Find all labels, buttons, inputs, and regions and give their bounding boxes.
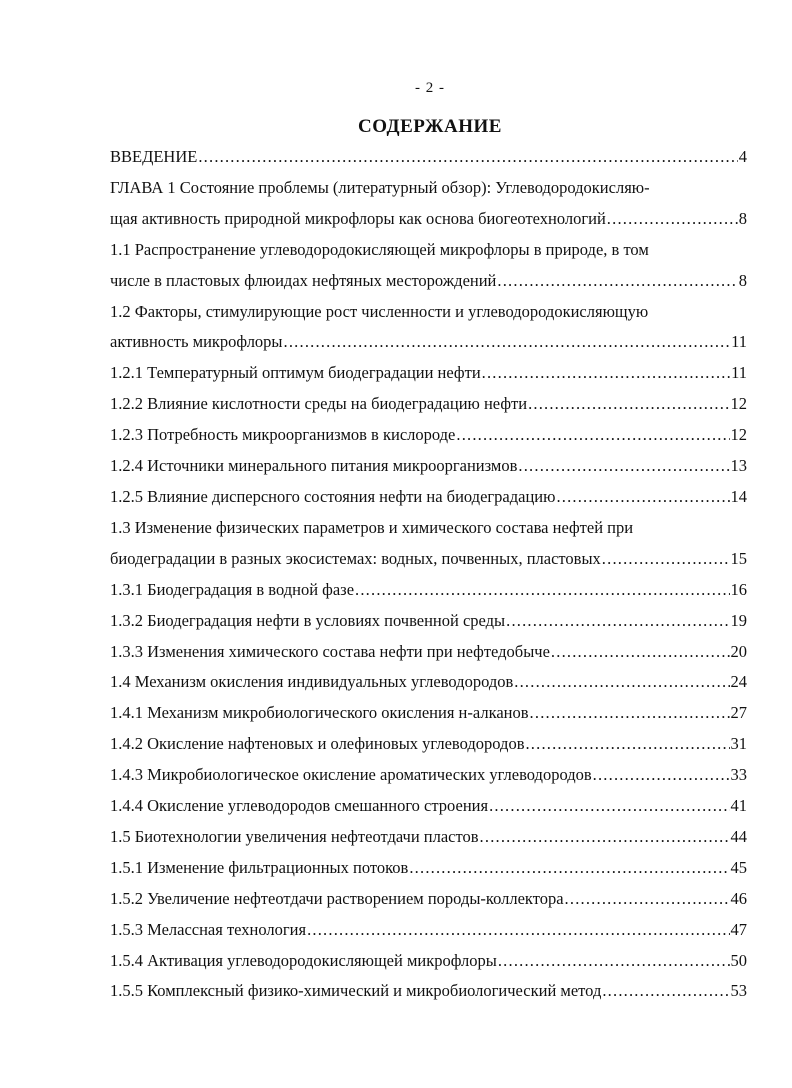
- toc-entry-line: [110, 358, 747, 389]
- toc-entry-page: 24: [730, 672, 747, 692]
- toc-entry-text: 1.2.5 Влияние дисперсного состояния нефти на биодеградацию: [110, 486, 556, 506]
- toc-entry: [110, 884, 750, 915]
- toc-entry-text: 1.4 Механизм окисления индивидуальных углеводородов: [110, 672, 514, 692]
- dot-leader: [593, 760, 730, 791]
- toc-entry-page: 11: [731, 332, 747, 352]
- toc-entry-text: 1.2.1 Температурный оптимум биодеградации нефти: [110, 363, 481, 383]
- page-number: - 2 -: [415, 80, 445, 96]
- toc-entry: [110, 606, 750, 637]
- toc-entry-line: [110, 884, 747, 915]
- toc-entry: [110, 946, 750, 977]
- toc-entry-page: 16: [730, 579, 747, 599]
- toc-entry-text: ВВЕДЕНИЕ: [110, 147, 198, 166]
- toc-entry-text: 1.5.4 Активация углеводородокисляющей микрофлоры: [110, 950, 497, 970]
- toc-entry: [110, 760, 750, 791]
- toc-entry-text: щая активность природной микрофлоры как основа биогеотехнологий: [110, 208, 606, 228]
- toc-entry: [110, 853, 750, 884]
- toc-entry: [110, 791, 750, 822]
- toc-entry-page: 47: [730, 919, 747, 939]
- dot-leader: [551, 637, 730, 668]
- toc-entry-first-line: 1.2 Факторы, стимулирующие рост численности и углеводородокисляющую: [110, 301, 649, 321]
- toc-entry: [110, 297, 750, 359]
- toc-entry-line: [110, 544, 747, 575]
- toc-entry: [110, 513, 750, 575]
- toc-entry-page: 50: [730, 950, 747, 970]
- toc-entry-page: 44: [730, 826, 747, 846]
- dot-leader: [498, 946, 730, 977]
- toc-entry-line: [110, 822, 747, 853]
- toc-entry: [110, 142, 750, 173]
- dot-leader: [528, 389, 729, 420]
- toc-entry-line: [110, 575, 747, 606]
- toc-entry-page: 11: [731, 363, 747, 383]
- dot-leader: [482, 358, 730, 389]
- toc-entry: [110, 698, 750, 729]
- toc-entry-page: 45: [730, 857, 747, 877]
- dot-leader: [518, 451, 729, 482]
- toc-entry-text: 1.2.3 Потребность микроорганизмов в кислороде: [110, 425, 456, 445]
- toc-entry: [110, 235, 750, 297]
- toc-entry: [110, 729, 750, 760]
- toc-entry-text: 1.5 Биотехнологии увеличения нефтеотдачи пластов: [110, 826, 479, 846]
- toc-entry-text: активность микрофлоры: [110, 332, 283, 352]
- toc-entry: [110, 389, 750, 420]
- toc-entry-text: 1.5.3 Мелассная технология: [110, 919, 307, 939]
- toc-entry-text: 1.3.2 Биодеградация нефти в условиях почвенной среды: [110, 610, 506, 630]
- toc-entry-text: 1.4.2 Окисление нафтеновых и олефиновых углеводородов: [110, 734, 525, 754]
- toc-entry-page: 13: [730, 456, 747, 476]
- toc-entry-line: [110, 853, 747, 884]
- toc-entry-line: [110, 482, 747, 513]
- dot-leader: [530, 698, 730, 729]
- toc-entry-text: 1.2.2 Влияние кислотности среды на биодеградацию нефти: [110, 394, 528, 414]
- toc-entry-first-line: 1.3 Изменение физических параметров и химического состава нефтей при: [110, 517, 634, 537]
- toc-entry-text: 1.3.1 Биодеградация в водной фазе: [110, 579, 355, 599]
- toc-entry-page: 46: [730, 888, 747, 908]
- toc-entry-line: [110, 667, 747, 698]
- toc-entry: [110, 173, 750, 235]
- toc-entry-text: 1.5.5 Комплексный физико-химический и микробиологический метод: [110, 981, 602, 1001]
- toc-entry-page: 31: [730, 734, 747, 754]
- dot-leader: [489, 791, 729, 822]
- toc-entry-text: числе в пластовых флюидах нефтяных месторождений: [110, 270, 497, 290]
- toc-entry-page: 20: [730, 641, 747, 661]
- toc-entry-page: 8: [738, 270, 747, 290]
- dot-leader: [198, 142, 737, 173]
- toc-entry-page: 33: [730, 765, 747, 785]
- toc-entry-line: [110, 976, 747, 1007]
- toc-entry-text: 1.3.3 Изменения химического состава нефти при нефтедобыче: [110, 641, 550, 661]
- toc-entry-first-line: ГЛАВА 1 Состояние проблемы (литературный обзор): Углеводородокисляю-: [110, 177, 650, 197]
- toc-entry: [110, 822, 750, 853]
- toc-entry-line: [110, 760, 747, 791]
- toc-entry: [110, 915, 750, 946]
- dot-leader: [602, 976, 729, 1007]
- dot-leader: [409, 853, 729, 884]
- toc-entry: [110, 667, 750, 698]
- toc-entry-text: 1.5.1 Изменение фильтрационных потоков: [110, 857, 409, 877]
- toc-entry-page: 19: [730, 610, 747, 630]
- toc-entry-line: [110, 946, 747, 977]
- dot-leader: [307, 915, 729, 946]
- toc-entry: [110, 482, 750, 513]
- table-of-contents: [110, 142, 750, 1007]
- dot-leader: [497, 266, 737, 297]
- toc-entry-line: [110, 142, 747, 173]
- toc-entry-line: [110, 729, 747, 760]
- toc-entry-page: 12: [730, 425, 747, 445]
- toc-entry-line: [110, 606, 747, 637]
- toc-entry-line: [110, 637, 747, 668]
- toc-entry-page: 14: [730, 486, 747, 506]
- toc-entry-text: 1.4.4 Окисление углеводородов смешанного строения: [110, 796, 489, 816]
- toc-entry-page: 53: [730, 981, 747, 1001]
- dot-leader: [556, 482, 729, 513]
- toc-entry: [110, 420, 750, 451]
- toc-entry-line: [110, 791, 747, 822]
- toc-entry-page: 12: [730, 394, 747, 414]
- toc-entry-page: 15: [730, 548, 747, 568]
- dot-leader: [602, 544, 730, 575]
- toc-entry-line: [110, 266, 747, 297]
- toc-entry-line: [110, 389, 747, 420]
- toc-entry-page: 8: [738, 208, 747, 228]
- toc-entry-page: 41: [730, 796, 747, 816]
- dot-leader: [355, 575, 729, 606]
- toc-entry-text: 1.4.1 Механизм микробиологического окисления н-алканов: [110, 703, 529, 723]
- toc-entry-line: [110, 698, 747, 729]
- toc-entry-line: [110, 915, 747, 946]
- toc-entry-page: 27: [730, 703, 747, 723]
- toc-entry: [110, 976, 750, 1007]
- toc-title: СОДЕРЖАНИЕ: [358, 116, 502, 137]
- toc-entry: [110, 358, 750, 389]
- dot-leader: [480, 822, 730, 853]
- dot-leader: [607, 204, 738, 235]
- dot-leader: [284, 327, 731, 358]
- toc-entry-text: 1.4.3 Микробиологическое окисление ароматических углеводородов: [110, 765, 592, 785]
- toc-entry-line: [110, 204, 747, 235]
- toc-entry-text: 1.2.4 Источники минерального питания микроорганизмов: [110, 456, 518, 476]
- dot-leader: [525, 729, 729, 760]
- dot-leader: [565, 884, 730, 915]
- toc-entry-line: [110, 420, 747, 451]
- dot-leader: [456, 420, 729, 451]
- dot-leader: [506, 606, 729, 637]
- toc-entry-page: 4: [738, 147, 747, 166]
- toc-entry: [110, 637, 750, 668]
- toc-entry-text: 1.5.2 Увеличение нефтеотдачи растворением породы-коллектора: [110, 888, 564, 908]
- toc-entry-line: [110, 451, 747, 482]
- toc-entry: [110, 575, 750, 606]
- toc-entry-text: биодеградации в разных экосистемах: водных, почвенных, пластовых: [110, 548, 601, 568]
- toc-entry-first-line: 1.1 Распространение углеводородокисляющей микрофлоры в природе, в том: [110, 239, 649, 259]
- toc-entry-line: [110, 327, 747, 358]
- dot-leader: [514, 667, 729, 698]
- toc-entry: [110, 451, 750, 482]
